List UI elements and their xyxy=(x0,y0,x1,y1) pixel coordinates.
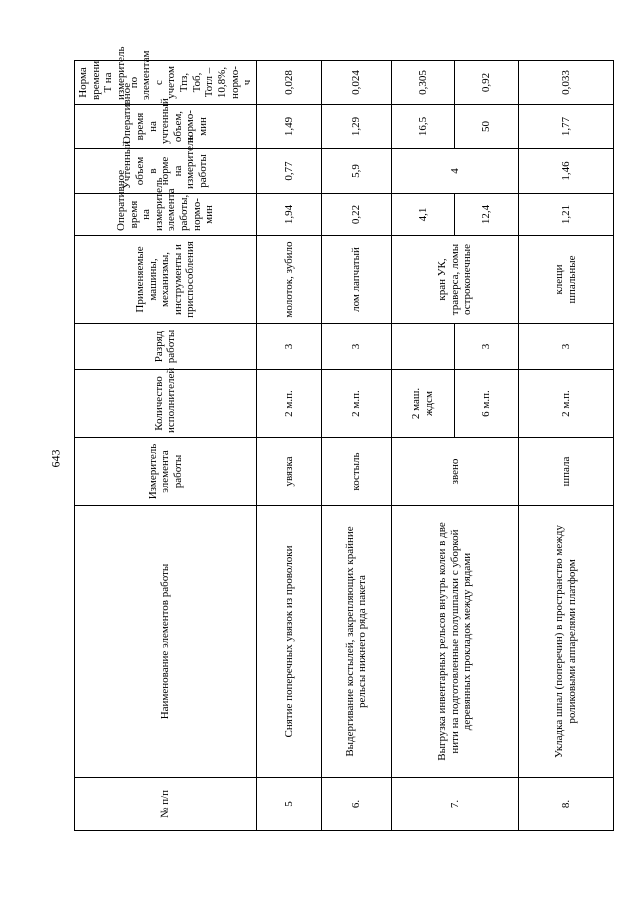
cell-meter: звено xyxy=(391,438,518,506)
cell-op-time: 1,94 xyxy=(256,194,321,236)
table-row-7 xyxy=(391,61,454,831)
cell-norm: 0,033 xyxy=(518,61,613,105)
header-workers: Количество исполнителей xyxy=(75,370,257,438)
cell-op-time: 0,22 xyxy=(321,194,391,236)
cell-name: Выгрузка инвентарных рельсов внутрь колеи в две нити на подготовленные полушпалки с уборкой деревянных прокладок между рядами xyxy=(391,506,518,778)
header-volume: Учтенный объем в норме на измеритель работы xyxy=(75,149,257,194)
cell-workers-machinist: 2 маш. ждсм xyxy=(391,370,454,438)
cell-grade-track: 3 xyxy=(454,324,518,370)
cell-grade: 3 xyxy=(321,324,391,370)
cell-op-time-volume-track: 50 xyxy=(454,105,518,149)
cell-name: Укладка шпал (поперечин) в пространство между роликовыми аппарелями платформ xyxy=(518,506,613,778)
header-op-time-volume: Оперативное время на учтенный объем, нормо-мин xyxy=(75,105,257,149)
cell-norm-track: 0,92 xyxy=(454,61,518,105)
cell-op-time-machinist: 4,1 xyxy=(391,194,454,236)
cell-grade-machinist xyxy=(391,324,454,370)
page-number: 643 xyxy=(48,449,63,467)
cell-grade: 3 xyxy=(518,324,613,370)
cell-op-time-track: 12,4 xyxy=(454,194,518,236)
cell-workers: 2 м.п. xyxy=(518,370,613,438)
header-norm-time: Норма времени T на измеритель по элементам с учетом Тпз, Тоб, Тотл – 10,8%, нормо-ч xyxy=(75,61,257,105)
header-grade: Разряд работы xyxy=(75,324,257,370)
cell-op-time-volume: 1,29 xyxy=(321,105,391,149)
cell-meter: костыль xyxy=(321,438,391,506)
cell-op-time-volume-machinist: 16,5 xyxy=(391,105,454,149)
cell-num: 8. xyxy=(518,778,613,831)
cell-name: Снятие поперечных увязок из проволоки xyxy=(256,506,321,778)
cell-op-time: 1,21 xyxy=(518,194,613,236)
header-name: Наименование элементов работы xyxy=(75,506,257,778)
header-tools: Применяемые машины, механизмы, инструменты и приспособления xyxy=(75,236,257,324)
cell-tools: клещи шпальные xyxy=(518,236,613,324)
cell-norm-machinist: 0,305 xyxy=(391,61,454,105)
table-row-5 xyxy=(256,61,321,831)
cell-grade: 3 xyxy=(256,324,321,370)
header-meter: Измеритель элемента работы xyxy=(75,438,257,506)
cell-norm: 0,028 xyxy=(256,61,321,105)
cell-num: 5 xyxy=(256,778,321,831)
cell-volume: 0,77 xyxy=(256,149,321,194)
cell-norm: 0,024 xyxy=(321,61,391,105)
header-op-time-element: Оперативное время на измеритель элемента работы, нормо-мин xyxy=(75,194,257,236)
cell-meter: увязка xyxy=(256,438,321,506)
cell-workers: 2 м.п. xyxy=(256,370,321,438)
cell-num: 7. xyxy=(391,778,518,831)
cell-name: Выдергивание костылей, закрепляющих крайние рельсы нижнего ряда пакета xyxy=(321,506,391,778)
norms-table xyxy=(74,46,614,831)
cell-op-time-volume: 1,49 xyxy=(256,105,321,149)
header-row xyxy=(75,61,257,831)
cell-workers-track: 6 м.п. xyxy=(454,370,518,438)
cell-workers: 2 м.п. xyxy=(321,370,391,438)
table-row-8 xyxy=(518,61,613,831)
cell-meter: шпала xyxy=(518,438,613,506)
header-num: № п/п xyxy=(75,778,257,831)
cell-tools: молоток, зубило xyxy=(256,236,321,324)
cell-num: 6. xyxy=(321,778,391,831)
cell-tools: лом лапчатый xyxy=(321,236,391,324)
cell-volume: 1,46 xyxy=(518,149,613,194)
cell-op-time-volume: 1,77 xyxy=(518,105,613,149)
cell-tools: кран УК, траверса, ломы остроконечные xyxy=(391,236,518,324)
cell-volume: 5,9 xyxy=(321,149,391,194)
norms-table-frame xyxy=(74,46,578,831)
table-row-6 xyxy=(321,61,391,831)
cell-volume: 4 xyxy=(391,149,518,194)
